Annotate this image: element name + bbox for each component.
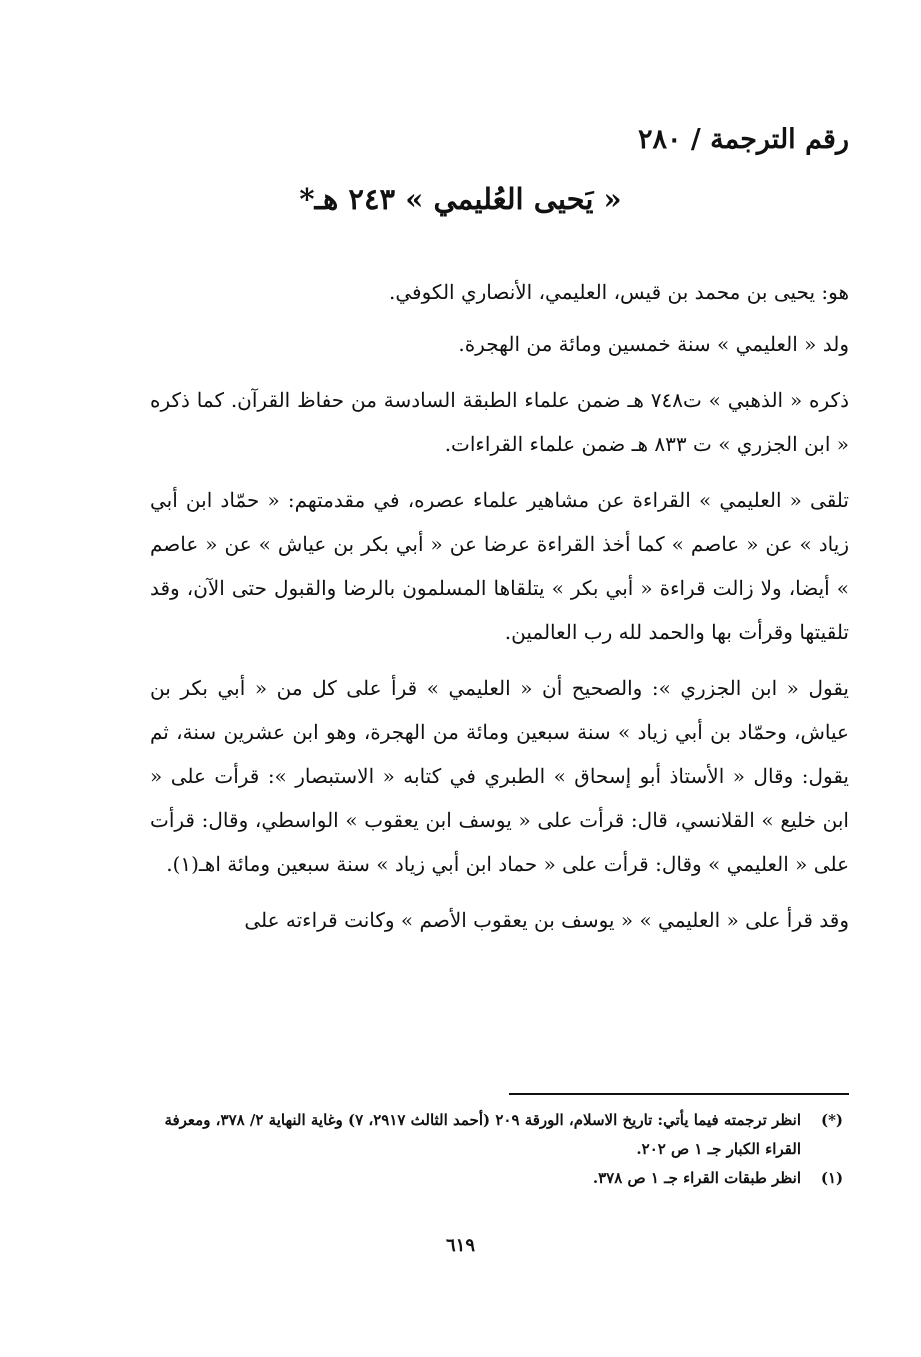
paragraph-birth: ولد « العليمي » سنة خمسين ومائة من الهجرة.	[458, 332, 849, 356]
footnote-divider	[509, 1093, 849, 1095]
page-number: ٦١٩	[445, 1235, 475, 1256]
footnote-marker: (١)	[820, 1169, 844, 1187]
footnote-item	[150, 1164, 849, 1193]
footnote-text: انظر ترجمته فيما يأتي: تاريخ الاسلام، الورقة ٢٠٩ (أحمد الثالث ٢٩١٧، ٧) وغاية النهاية ٢/ ٣٧٨، ومعرفة القراء الكبار جـ ١ ص ٢٠٢.	[164, 1111, 801, 1158]
footnote-item	[150, 1106, 849, 1164]
footnote-marker: (*)	[820, 1111, 844, 1129]
footnote-text: انظر طبقات القراء جـ ١ ص ٣٧٨.	[592, 1169, 801, 1187]
paragraph-ibn-jazari: يقول « ابن الجزري »: والصحيح أن « العليمي » قرأ على كل من « أبي بكر بن عياش، وحمّاد بن أبي زياد » سنة سبعين ومائة من الهجرة، وهو ابن عشرين سنة، ثم يقول: وقال « الأستاذ أبو إسحاق » الطبري في كتابه « الاستبصار »: قرأت على « ابن خليع » القلانسي، قال: قرأت على « يوسف ابن يعقوب » الواسطي، وقال: قرأت على « العليمي » وقال: قرأت على « حماد ابن أبي زياد » سنة سبعين ومائة اهـ(١).	[150, 676, 849, 876]
paragraph-teachers: تلقى « العليمي » القراءة عن مشاهير علماء عصره، في مقدمتهم: « حمّاد ابن أبي زياد » عن « عاصم » كما أخذ القراءة عرضا عن « أبي بكر بن عياش » عن « عاصم » أيضا، ولا زالت قراءة « أبي بكر » يتلقاها المسلمون بالرضا والقبول حتى الآن، وقد تلقيتها وقرأت بها والحمد لله رب العالمين.	[150, 488, 850, 644]
paragraph-identity: هو: يحيى بن محمد بن قيس، العليمي، الأنصاري الكوفي.	[388, 280, 849, 304]
footnotes	[150, 1106, 849, 1193]
entry-title: « يَحيى العُليمي » ٢٤٣ هـ*	[299, 182, 622, 216]
paragraph-students: وقد قرأ على « العليمي » « يوسف بن يعقوب الأصم » وكانت قراءته على	[244, 908, 849, 932]
entry-number: رقم الترجمة / ٢٨٠	[637, 124, 849, 155]
paragraph-mentions: ذكره « الذهبي » ت٧٤٨ هـ ضمن علماء الطبقة السادسة من حفاظ القرآن. كما ذكره « ابن الجزري » ت ٨٣٣ هـ ضمن علماء القراءات.	[150, 388, 849, 456]
body-text	[150, 270, 849, 954]
